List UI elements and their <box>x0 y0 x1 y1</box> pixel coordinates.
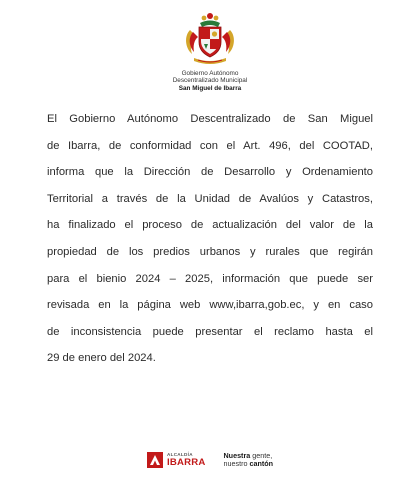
announcement-text <box>47 106 373 372</box>
org-name-line-1: Gobierno Autónomo <box>181 70 239 77</box>
slogan-rest-1: gente, <box>250 451 273 461</box>
alcaldia-logo <box>147 452 206 468</box>
announcement-line: revisada en la página web www,ibarra,gob.ec, y en caso <box>47 299 373 312</box>
announcement-line: de Ibarra, de conformidad con el Art. 496, del COOTAD, <box>47 139 373 152</box>
announcement-line: informa que la Dirección de Desarrollo y Ordenamiento <box>47 166 373 179</box>
slogan-rest-2: nuestro <box>223 459 250 468</box>
announcement-line: ha finalizado el proceso de actualización del valor de la <box>47 219 373 232</box>
announcement-line: para el bienio 2024 – 2025, información que puede ser <box>47 272 373 285</box>
logo-small-text: ALCALDÍA <box>166 451 193 457</box>
header <box>0 10 420 92</box>
org-name-line-2: Descentralizado Municipal <box>172 77 248 85</box>
announcement-line: El Gobierno Autónomo Descentralizado de San Miguel <box>47 113 373 125</box>
footer <box>0 452 420 468</box>
org-name-line-3: San Miguel de Ibarra <box>178 84 242 92</box>
announcement-line: 29 de enero del 2024. <box>47 352 156 365</box>
slogan <box>223 452 273 467</box>
coat-of-arms-icon <box>182 10 238 68</box>
announcement-line: de inconsistencia puede presentar el reclamo hasta el <box>47 325 373 338</box>
slogan-line-2 <box>223 460 273 468</box>
alcaldia-mark-icon <box>147 452 163 468</box>
slogan-bold-1: Nuestra <box>223 451 251 461</box>
announcement-line: Territorial a través de la Unidad de Avalúos y Catastros, <box>47 192 373 205</box>
announcement-line: propiedad de los predios urbanos y rurales que regirán <box>47 245 373 258</box>
logo-big-text: IBARRA <box>166 456 206 468</box>
slogan-bold-2: cantón <box>249 459 274 468</box>
